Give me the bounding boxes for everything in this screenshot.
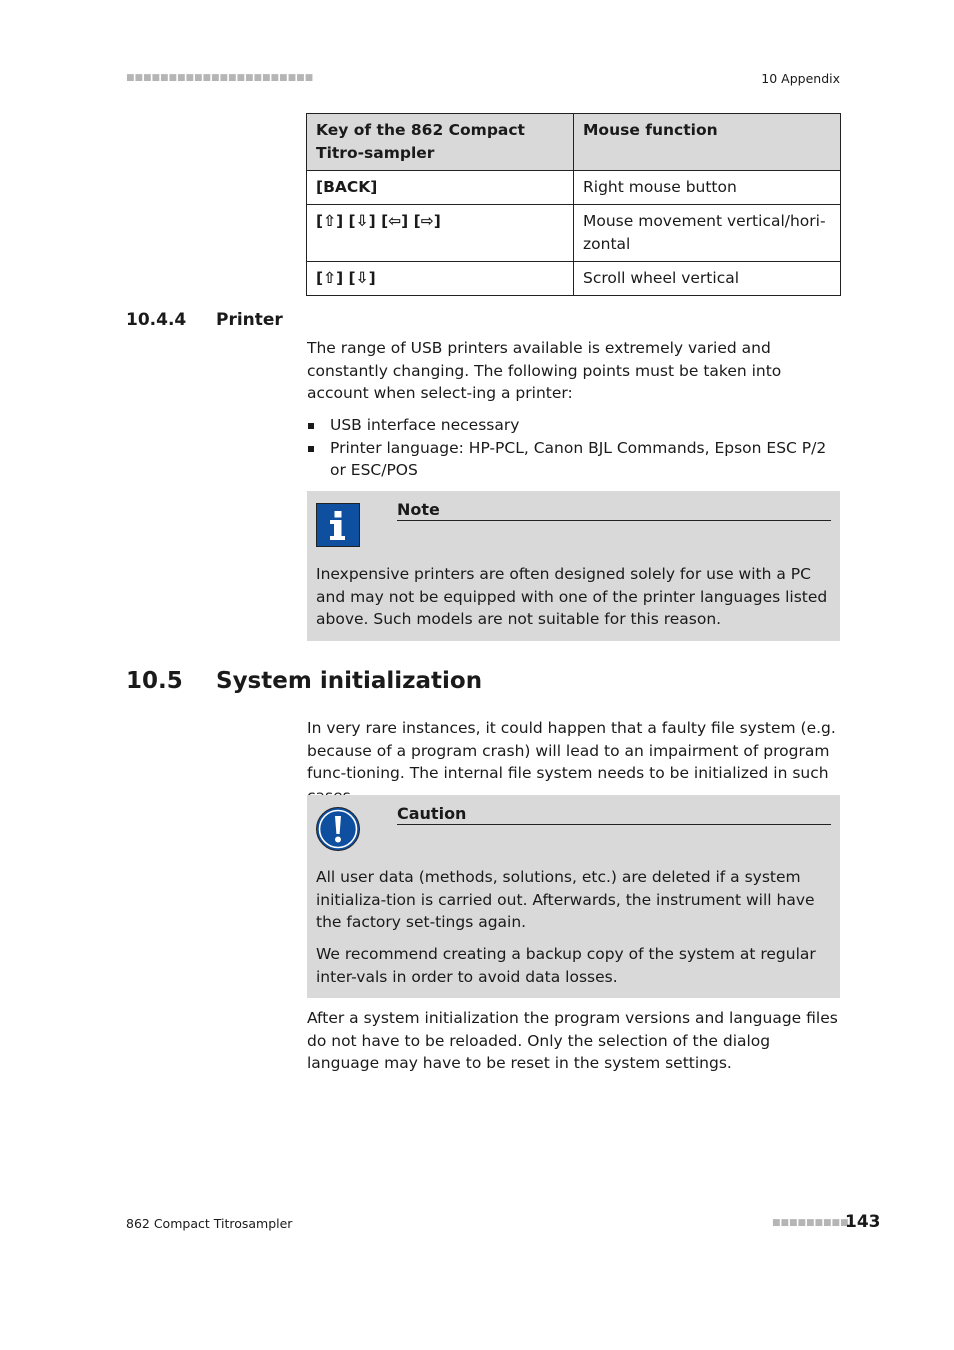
chapter-number: 10.5	[126, 668, 183, 694]
header-decoration: ■■■■■■■■■■■■■■■■■■■■■■	[126, 73, 314, 83]
page-number: 143	[845, 1212, 881, 1232]
table-cell-key: [⇧] [⇩]	[307, 262, 574, 296]
table-cell-key: [BACK]	[307, 171, 574, 205]
table-header-function: Mouse function	[574, 114, 841, 171]
printer-paragraph: The range of USB printers available is extremely varied and constantly changing. The following points must be taken into account when select-ing a printer:	[307, 339, 782, 402]
caution-box	[307, 795, 840, 998]
running-header: 10 Appendix	[761, 71, 840, 86]
table-cell-function: Mouse movement vertical/hori-zontal	[574, 205, 841, 262]
printer-requirements-list	[307, 414, 841, 482]
table-row	[307, 171, 841, 205]
caution-text-2: We recommend creating a backup copy of the system at regular inter-vals in order to avoid data losses.	[316, 945, 816, 986]
caution-text-1: All user data (methods, solutions, etc.) are deleted if a system initializa-tion is carried out. Afterwards, the instrument will have the factory set-tings again.	[316, 868, 815, 931]
note-box	[307, 491, 840, 641]
table-row	[307, 205, 841, 262]
table-header-row	[307, 114, 841, 171]
table-cell-function: Scroll wheel vertical	[574, 262, 841, 296]
note-title: Note	[397, 500, 831, 521]
table-cell-function: Right mouse button	[574, 171, 841, 205]
note-text: Inexpensive printers are often designed solely for use with a PC and may not be equipped with one of the printer languages listed above. Such models are not suitable for this reason.	[316, 565, 828, 628]
system-init-paragraph-2: After a system initialization the program versions and language files do not have to be reloaded. Only the selection of the dialog language may have to be reset in the system settings.	[307, 1009, 838, 1072]
key-mapping-table	[306, 113, 841, 296]
info-icon	[316, 503, 360, 547]
exclamation-icon	[316, 807, 360, 851]
table-row	[307, 262, 841, 296]
footer-product: 862 Compact Titrosampler	[126, 1216, 293, 1231]
section-title: Printer	[216, 310, 283, 330]
list-item: Printer language: HP-PCL, Canon BJL Commands, Epson ESC P/2 or ESC/POS	[307, 437, 841, 482]
footer-decoration: ■■■■■■■■■	[772, 1218, 849, 1228]
chapter-title: System initialization	[216, 668, 483, 694]
table-header-key: Key of the 862 Compact Titro-sampler	[307, 114, 574, 171]
list-item: USB interface necessary	[307, 414, 841, 437]
system-init-paragraph: In very rare instances, it could happen that a faulty file system (e.g. because of a program crash) will lead to an impairment of program func-tioning. The internal file system needs to be initialized in such	[307, 719, 836, 782]
caution-title: Caution	[397, 804, 831, 825]
section-number: 10.4.4	[126, 310, 187, 330]
table-cell-key: [⇧] [⇩] [⇦] [⇨]	[307, 205, 574, 262]
